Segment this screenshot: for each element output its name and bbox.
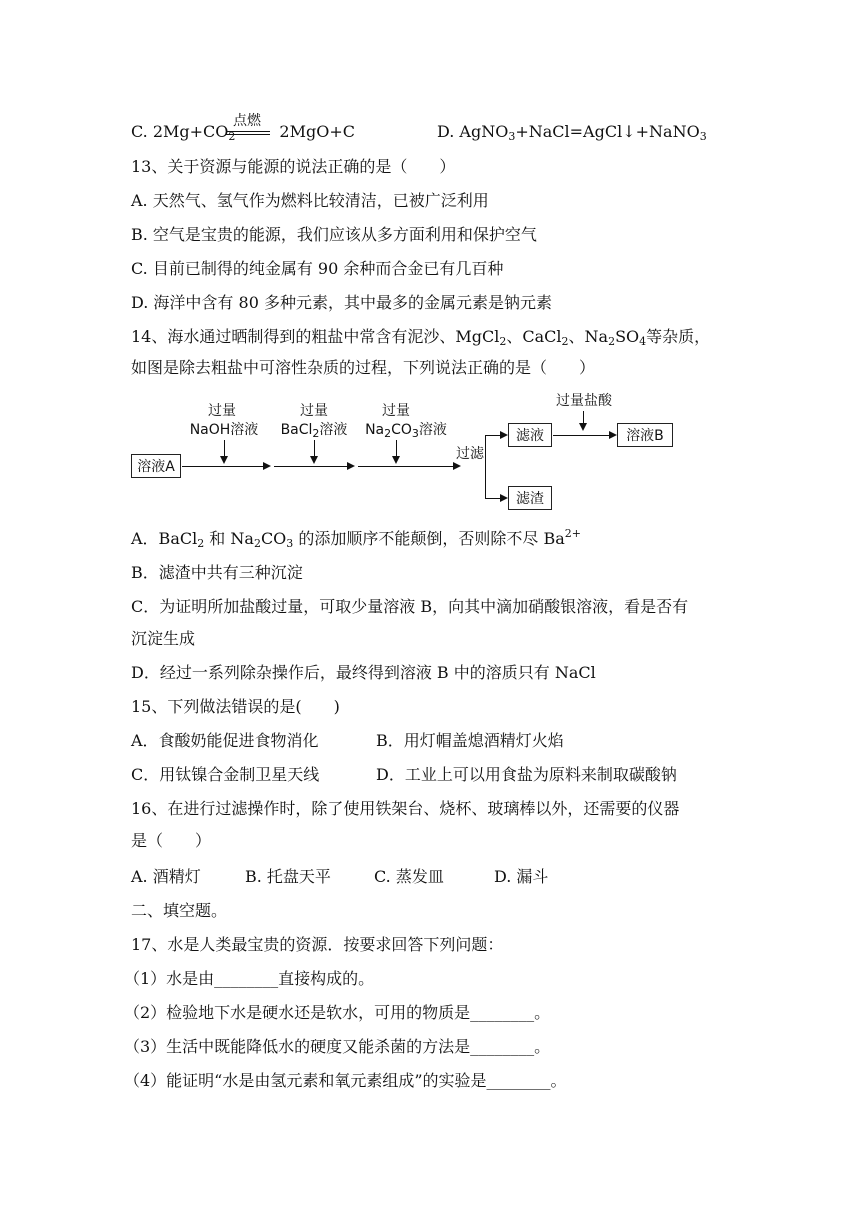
q13-option-d: D. 海洋中含有 80 多种元素，其中最多的金属元素是钠元素 bbox=[131, 293, 552, 312]
step2-reagent: BaCl$_2$溶液 bbox=[280, 422, 348, 440]
q17-part-4: （4）能证明“水是由氢元素和氧元素组成”的实验是________。 bbox=[124, 1071, 567, 1090]
q15-option-b: B．用灯帽盖熄酒精灯火焰 bbox=[376, 731, 564, 750]
box-solution-a: 溶液A bbox=[131, 454, 181, 478]
q12-option-d: D. AgNO$_3$+NaCl=AgCl↓+NaNO$_3$ bbox=[437, 122, 707, 143]
step2-flow-line bbox=[274, 466, 348, 467]
q14-option-c-line1: C．为证明所加盐酸过量，可取少量溶液 B，向其中滴加硝酸银溶液，看是否有 bbox=[131, 597, 689, 616]
q14-option-d: D．经过一系列除杂操作后，最终得到溶液 B 中的溶质只有 NaCl bbox=[131, 663, 596, 682]
step2-flow-arrowhead bbox=[347, 462, 355, 470]
q15-option-d: D．工业上可以用食盐为原料来制取碳酸钠 bbox=[376, 765, 677, 784]
q12-option-c: C. $2Mg+CO_2$ 2MgO+C bbox=[131, 122, 355, 143]
q15-option-a: A．食酸奶能促进食物消化 bbox=[131, 731, 319, 750]
q17-part-1: （1）水是由________直接构成的。 bbox=[124, 969, 375, 988]
branch-to-residue-line bbox=[485, 498, 501, 499]
step2-excess-label: 过量 bbox=[300, 403, 328, 419]
step1-flow-arrowhead bbox=[263, 462, 271, 470]
q13-option-a: A. 天然气、氢气作为燃料比较清洁，已被广泛利用 bbox=[131, 191, 489, 210]
q17-stem: 17、水是人类最宝贵的资源．按要求回答下列问题： bbox=[131, 935, 504, 954]
q14-option-c-line2: 沉淀生成 bbox=[131, 629, 196, 648]
q14-stem-line1: 14、海水通过晒制得到的粗盐中常含有泥沙、MgCl$_2$、CaCl$_2$、$Na_2SO_4$等杂质， bbox=[131, 327, 711, 348]
step2-down-arrowhead bbox=[310, 456, 318, 464]
filter-branch-line bbox=[485, 435, 486, 499]
q16-option-b: B. 托盘天平 bbox=[245, 867, 331, 886]
step1-down-arrowhead bbox=[220, 456, 228, 464]
q16-stem-line1: 16、在进行过滤操作时，除了使用铁架台、烧杯、玻璃棒以外，还需要的仪器 bbox=[131, 799, 680, 818]
branch-to-residue-arrowhead bbox=[500, 494, 508, 502]
equation-bar bbox=[226, 131, 270, 132]
section-heading-fill-in: 二、填空题。 bbox=[131, 901, 228, 920]
q13-option-c: C. 目前已制得的纯金属有 90 余种而合金已有几百种 bbox=[131, 259, 504, 278]
reaction-condition: 点燃 bbox=[233, 113, 261, 129]
q14-stem-line2: 如图是除去粗盐中可溶性杂质的过程，下列说法正确的是（ ） bbox=[131, 358, 596, 377]
acid-down-arrowhead bbox=[579, 423, 587, 431]
q13-stem: 13、关于资源与能源的说法正确的是（ ） bbox=[131, 157, 456, 176]
acid-label: 过量盐酸 bbox=[556, 393, 612, 409]
q17-part-3: （3）生活中既能降低水的硬度又能杀菌的方法是________。 bbox=[124, 1037, 551, 1056]
step3-reagent: $Na_2CO_3$溶液 bbox=[365, 422, 447, 440]
step1-reagent: NaOH溶液 bbox=[189, 422, 259, 438]
step1-excess-label: 过量 bbox=[208, 403, 236, 419]
step3-down-arrowhead bbox=[392, 456, 400, 464]
q16-stem-line2: 是（ ） bbox=[131, 831, 212, 850]
step3-flow-line bbox=[358, 466, 454, 467]
step3-flow-arrowhead bbox=[453, 462, 461, 470]
acid-flow-arrowhead bbox=[609, 431, 617, 439]
acid-flow-line bbox=[553, 435, 611, 436]
box-filtrate: 滤液 bbox=[508, 423, 552, 447]
filter-label: 过滤 bbox=[456, 446, 484, 462]
branch-to-filtrate-line bbox=[485, 435, 501, 436]
branch-to-filtrate-arrowhead bbox=[500, 431, 508, 439]
box-solution-b: 溶液B bbox=[617, 423, 673, 447]
q14-option-a: A．BaCl$_2$ 和 $Na_2CO_3$ 的添加顺序不能颠倒，否则除不尽 $Ba^{2+}$ bbox=[131, 527, 581, 550]
q15-stem: 15、下列做法错误的是( ) bbox=[131, 697, 340, 716]
box-residue: 滤渣 bbox=[508, 486, 552, 510]
step3-excess-label: 过量 bbox=[382, 403, 410, 419]
q13-option-b: B. 空气是宝贵的能源，我们应该从多方面利用和保护空气 bbox=[131, 225, 537, 244]
q17-part-2: （2）检验地下水是硬水还是软水，可用的物质是________。 bbox=[124, 1003, 551, 1022]
step1-flow-line bbox=[182, 466, 264, 467]
q15-option-c: C．用钛镍合金制卫星天线 bbox=[131, 765, 320, 784]
q14-option-b: B．滤渣中共有三种沉淀 bbox=[131, 563, 303, 582]
q16-option-a: A. 酒精灯 bbox=[131, 867, 201, 886]
equation-bar bbox=[226, 134, 270, 135]
q16-option-c: C. 蒸发皿 bbox=[374, 867, 444, 886]
q16-option-d: D. 漏斗 bbox=[494, 867, 549, 886]
